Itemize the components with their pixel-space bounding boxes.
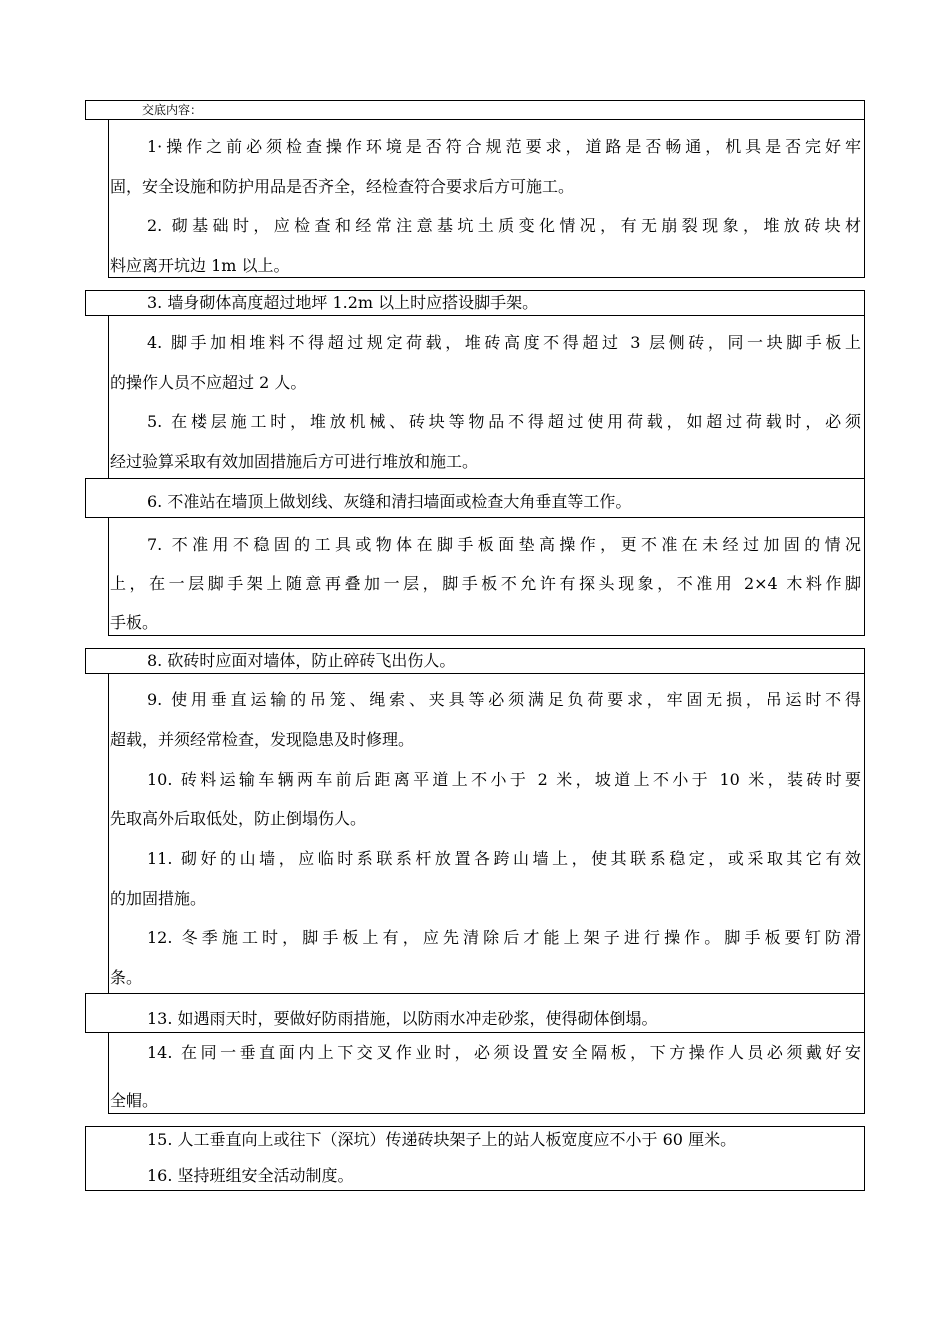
- header-label: 交底内容：: [142, 103, 203, 117]
- section-item-8: [85, 648, 865, 674]
- section-item-14: [108, 1032, 865, 1114]
- section-items-9-12: [108, 673, 865, 994]
- text-line: 8. 砍砖时应面对墙体，防止碎砖飞出伤人。: [147, 651, 456, 670]
- section-item-6: [85, 478, 865, 518]
- text-line: 15. 人工垂直向上或往下（深坑）传递砖块架子上的站人板宽度应不小于 60 厘米。: [147, 1130, 737, 1149]
- text-line: 16. 坚持班组安全活动制度。: [147, 1166, 354, 1185]
- text-line: 9. 使用垂直运输的吊笼、绳索、夹具等必须满足负荷要求，牢固无损，吊运时不得: [147, 690, 861, 709]
- text-line: 上，在一层脚手架上随意再叠加一层，脚手板不允许有探头现象，不准用 2×4 木料作脚: [110, 574, 861, 593]
- text-line: 11. 砌好的山墙，应临时系联系杆放置各跨山墙上，使其联系稳定，或采取其它有效: [147, 849, 861, 868]
- text-line: 4. 脚手加相堆料不得超过规定荷载，堆砖高度不得超过 3 层侧砖，同一块脚手板上: [147, 333, 861, 352]
- text-line: 全帽。: [110, 1091, 159, 1110]
- text-line: 料应离开坑边 1m 以上。: [110, 256, 290, 275]
- section-items-4-5: [108, 315, 865, 479]
- header-row: [85, 100, 865, 120]
- text-line: 固，安全设施和防护用品是否齐全，经检查符合要求后方可施工。: [110, 177, 575, 196]
- text-line: 2. 砌基础时，应检查和经常注意基坑土质变化情况，有无崩裂现象，堆放砖块材: [147, 216, 861, 235]
- text-line: 10. 砖料运输车辆两车前后距离平道上不小于 2 米，坡道上不小于 10 米，装砖时要: [147, 770, 861, 789]
- section-item-7: [108, 517, 865, 636]
- text-line: 6. 不准站在墙顶上做划线、灰缝和清扫墙面或检查大角垂直等工作。: [147, 492, 632, 511]
- text-line: 14. 在同一垂直面内上下交叉作业时，必须设置安全隔板，下方操作人员必须戴好安: [147, 1043, 861, 1062]
- text-line: 12. 冬季施工时，脚手板上有，应先清除后才能上架子进行操作。脚手板要钉防滑: [147, 928, 861, 947]
- text-line: 7. 不准用不稳固的工具或物体在脚手板面垫高操作，更不准在未经过加固的情况: [147, 535, 861, 554]
- text-line: 3. 墙身砌体高度超过地坪 1.2m 以上时应搭设脚手架。: [147, 293, 539, 312]
- text-line: 的操作人员不应超过 2 人。: [110, 373, 307, 392]
- text-line: 超载，并须经常检查，发现隐患及时修理。: [110, 730, 415, 749]
- text-line: 5. 在楼层施工时，堆放机械、砖块等物品不得超过使用荷载，如超过荷载时，必须: [147, 412, 861, 431]
- text-line: 手板。: [110, 613, 159, 632]
- text-line: 条。: [110, 968, 143, 987]
- text-line: 1·操作之前必须检查操作环境是否符合规范要求，道路是否畅通，机具是否完好牢: [147, 137, 861, 156]
- section-item-3: [85, 290, 865, 316]
- text-line: 的加固措施。: [110, 889, 207, 908]
- section-items-15-16: [85, 1126, 865, 1191]
- text-line: 13. 如遇雨天时，要做好防雨措施，以防雨水冲走砂浆，使得砌体倒塌。: [147, 1009, 658, 1028]
- text-line: 先取高外后取低处，防止倒塌伤人。: [110, 809, 367, 828]
- section-item-13: [85, 993, 865, 1033]
- text-line: 经过验算采取有效加固措施后方可进行堆放和施工。: [110, 452, 479, 471]
- section-items-1-2: [108, 119, 865, 278]
